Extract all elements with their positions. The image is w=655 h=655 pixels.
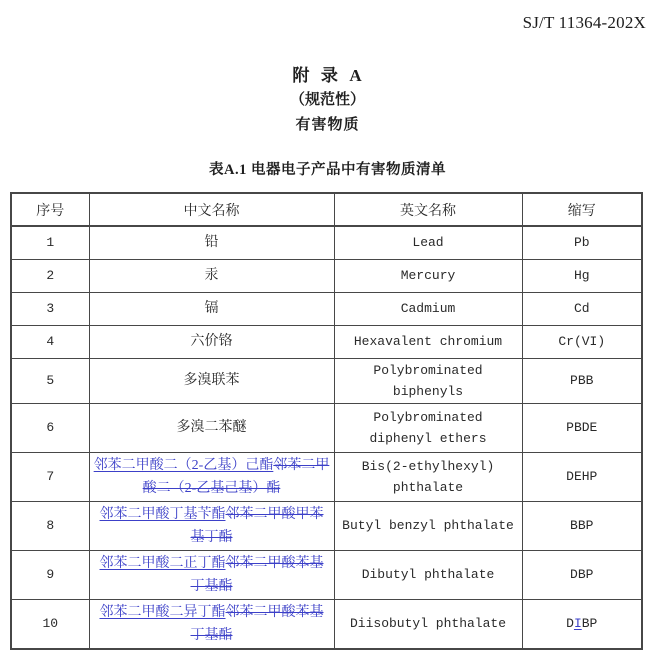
english-name-cell: Mercury xyxy=(334,259,522,292)
english-name-cell: Lead xyxy=(334,226,522,259)
table-header-row xyxy=(11,193,642,226)
chinese-name-cell: 多溴二苯醚 xyxy=(89,403,334,452)
table-row xyxy=(11,259,642,292)
row-number-cell: 8 xyxy=(11,501,89,550)
chinese-name-cell: 六价铬 xyxy=(89,325,334,358)
column-header-chinese-name: 中文名称 xyxy=(89,193,334,226)
english-name-cell: Cadmium xyxy=(334,292,522,325)
hazardous-substances-table xyxy=(10,192,643,650)
english-name-cell: Bis(2-ethylhexyl) phthalate xyxy=(334,452,522,501)
english-name-cell: Hexavalent chromium xyxy=(334,325,522,358)
row-number-cell: 4 xyxy=(11,325,89,358)
table-row xyxy=(11,325,642,358)
row-number-cell: 6 xyxy=(11,403,89,452)
standard-code: SJ/T 11364-202X xyxy=(522,13,646,32)
table-row xyxy=(11,550,642,599)
chinese-name-cell: 镉 xyxy=(89,292,334,325)
deleted-text: 邻苯二甲酸二（2-乙基己基）酯 xyxy=(142,457,330,496)
appendix-normative-label: （规范性） xyxy=(289,92,365,108)
row-number-cell: 7 xyxy=(11,452,89,501)
abbreviation-cell: Hg xyxy=(522,259,642,292)
table-row xyxy=(11,599,642,649)
row-number-cell: 9 xyxy=(11,550,89,599)
chinese-name-cell: 多溴联苯 xyxy=(89,358,334,403)
inserted-text: I xyxy=(573,616,582,631)
inserted-text: 邻苯二甲酸丁基苄酯 xyxy=(99,506,226,522)
english-name-cell: Polybrominated diphenyl ethers xyxy=(334,403,522,452)
row-number-cell: 2 xyxy=(11,259,89,292)
chinese-name-cell: 汞 xyxy=(89,259,334,292)
english-name-cell: Dibutyl phthalate xyxy=(334,550,522,599)
column-header-abbreviation: 缩写 xyxy=(522,193,642,226)
table-row xyxy=(11,226,642,259)
english-name-cell: Polybrominated biphenyls xyxy=(334,358,522,403)
abbreviation-cell: BBP xyxy=(522,501,642,550)
column-header-english-name: 英文名称 xyxy=(334,193,522,226)
appendix-heading-block xyxy=(0,64,655,138)
abbreviation-cell: Pb xyxy=(522,226,642,259)
abbreviation-cell xyxy=(522,599,642,649)
abbreviation-cell: DBP xyxy=(522,550,642,599)
abbreviation-cell: Cr(VI) xyxy=(522,325,642,358)
table-row xyxy=(11,452,642,501)
table-row xyxy=(11,292,642,325)
english-name-cell: Diisobutyl phthalate xyxy=(334,599,522,649)
inserted-text: 邻苯二甲酸二（2-乙基）己酯 xyxy=(93,457,274,473)
row-number-cell: 5 xyxy=(11,358,89,403)
row-number-cell: 10 xyxy=(11,599,89,649)
chinese-name-cell xyxy=(89,501,334,550)
row-number-cell: 1 xyxy=(11,226,89,259)
deleted-text: 邻苯二甲酸苯基丁基酯 xyxy=(190,555,324,594)
abbreviation-cell: DEHP xyxy=(522,452,642,501)
chinese-name-cell xyxy=(89,599,334,649)
inserted-text: 邻苯二甲酸二异丁酯 xyxy=(99,604,226,620)
chinese-name-cell xyxy=(89,452,334,501)
column-header-number: 序号 xyxy=(11,193,89,226)
chinese-name-cell xyxy=(89,550,334,599)
abbreviation-cell: PBDE xyxy=(522,403,642,452)
abbreviation-suffix: BP xyxy=(581,616,598,631)
abbreviation-cell: PBB xyxy=(522,358,642,403)
chinese-name-cell: 铅 xyxy=(89,226,334,259)
abbreviation-prefix: D xyxy=(566,616,574,631)
deleted-text: 邻苯二甲酸甲苯基丁酯 xyxy=(190,506,324,545)
table-row xyxy=(11,403,642,452)
row-number-cell: 3 xyxy=(11,292,89,325)
table-row xyxy=(11,358,642,403)
deleted-text: 邻苯二甲酸苯基丁基酯 xyxy=(190,604,324,643)
appendix-title: 附 录 A xyxy=(292,66,363,85)
english-name-cell: Butyl benzyl phthalate xyxy=(334,501,522,550)
table-caption: 表A.1 电器电子产品中有害物质清单 xyxy=(209,162,446,178)
appendix-subject: 有害物质 xyxy=(295,117,360,133)
table-row xyxy=(11,501,642,550)
abbreviation-cell: Cd xyxy=(522,292,642,325)
inserted-text: 邻苯二甲酸二正丁酯 xyxy=(99,555,226,571)
